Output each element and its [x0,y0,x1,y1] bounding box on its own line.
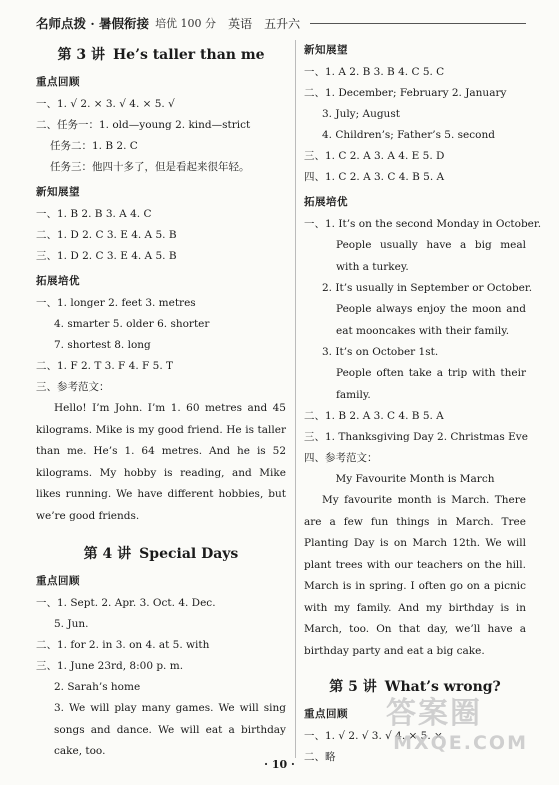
lesson4-extend-5: 三、1. Thanksgiving Day 2. Christmas Eve [304,431,528,443]
lesson4-newknow-1: 一、1. A 2. B 3. B 4. C 5. C [304,66,445,78]
lesson4-newknow-heading: 新知展望 [304,44,348,56]
lesson3-review-heading: 重点回顾 [36,76,80,88]
series-brand: 名师点拨 · 暑假衔接 [36,16,150,31]
lesson4-extend-1a: 一、1. It’s on the second Monday in October. [304,218,542,230]
lesson3-title [36,44,286,64]
lesson4-newknow-2b: 3. July; August [322,108,400,120]
subject-label: 英语 [228,16,253,31]
watermark-url: MXQE.COM [393,732,528,754]
lesson4-review-3: 三、1. June 23rd, 8:00 p. m. [36,660,184,672]
lesson3-newknow-heading: 新知展望 [36,186,80,198]
lesson4-review-3b: 2. Sarah’s home [54,681,141,693]
lesson3-number: 第 3 讲 [57,47,105,63]
lesson5-review-2: 二、略 [304,751,336,763]
lesson5-review-heading: 重点回顾 [304,708,348,720]
lesson3-newknow-2: 二、1. D 2. C 3. E 4. A 5. B [36,229,177,241]
lesson4-number: 第 4 讲 [83,546,132,562]
lesson4-extend-1b: People usually have a big meal with a turkey. [336,239,526,273]
lesson4-newknow-2c: 4. Children’s; Father’s 5. second [322,129,495,141]
lesson3-english-title: He’s taller than me [112,47,265,63]
lesson3-review-2: 二、任务一：1. old—young 2. kind—strict [36,119,251,131]
lesson3-essay-heading: 三、参考范文： [36,381,110,393]
grade-label: 五升六 [264,16,301,31]
lesson3-review-3: 任务二：1. B 2. C [50,140,138,152]
lesson5-english-title: What’s wrong? [384,679,501,695]
lesson3-newknow-1: 一、1. B 2. B 3. A 4. C [36,208,152,220]
lesson4-extend-heading: 拓展培优 [304,196,348,208]
lesson5-review-1: 一、1. √ 2. √ 3. √ 4. × 5. × [304,730,443,742]
lesson4-extend-4: 二、1. B 2. A 3. C 4. B 5. A [304,410,444,422]
lesson4-extend-2b: People always enjoy the moon and eat mooncakes with their family. [336,303,526,337]
column-divider [295,40,296,758]
lesson4-newknow-2: 二、1. December; February 2. January [304,87,507,99]
lesson4-review-heading: 重点回顾 [36,575,80,587]
lesson4-english-title: Special Days [139,546,239,562]
lesson4-essay-text: My favourite month is March. There are a few fun things in March. Tree Planting Day is on March 12th. We will plant trees with our teachers on the hill. March is in spring. I often go on a picnic with my family. And my birthday is in March, too. On that day, we’ll have a birthday party and eat a big cake. [304,494,526,657]
lesson4-review-1b: 5. Jun. [54,618,89,630]
lesson4-newknow-4: 四、1. C 2. A 3. C 4. B 5. A [304,171,445,183]
lesson4-essay-heading: 四、参考范文： [304,452,378,464]
lesson4-review-2: 二、1. for 2. in 3. on 4. at 5. with [36,639,210,651]
lesson5-title [304,676,526,696]
series-subtitle: 培优 100 分 [155,17,217,30]
page-header [36,12,526,34]
lesson4-review-1: 一、1. Sept. 2. Apr. 3. Oct. 4. Dec. [36,597,216,609]
lesson3-review-1: 一、1. √ 2. × 3. √ 4. × 5. √ [36,98,175,110]
lesson4-essay-title: My Favourite Month is March [335,473,495,485]
lesson4-extend-3b: People often take a trip with their family. [336,367,526,401]
lesson4-title [36,543,286,563]
page-number: · 10 · [264,758,295,771]
lesson3-extend-1: 一、1. longer 2. feet 3. metres [36,297,196,309]
lesson3-extend-3: 7. shortest 8. long [54,339,151,351]
lesson3-extend-2: 4. smarter 5. older 6. shorter [54,318,210,330]
lesson3-review-4: 任务三：他四十多了，但是看起来很年轻。 [50,161,250,173]
header-rule [310,23,526,24]
lesson4-newknow-3: 三、1. C 2. A 3. A 4. E 5. D [304,150,445,162]
lesson5-number: 第 5 讲 [329,679,377,695]
lesson3-extend-4: 二、1. F 2. T 3. F 4. F 5. T [36,360,173,372]
watermark-logo-text: 答案圈 [386,696,482,731]
lesson3-essay-text: Hello! I’m John. I’m 1. 60 metres and 45 kilograms. Mike is my good friend. He is taller than me. He’s 1. 64 metres. And he is 52 kilograms. My hobby is reading, and Mike likes running. We have different hobbies, but we’re good friends. [36,402,286,522]
lesson4-extend-2a: 2. It’s usually in September or October. [322,282,533,294]
left-column [36,42,286,763]
lesson4-review-3c: 3. We will play many games. We will sing songs and dance. We will eat a birthday cake, too. [54,702,286,757]
site-watermark [386,696,536,758]
lesson3-newknow-3: 三、1. D 2. C 3. E 4. A 5. B [36,250,177,262]
lesson4-extend-3a: 3. It’s on October 1st. [322,346,439,358]
right-column [304,42,542,768]
lesson3-extend-heading: 拓展培优 [36,275,80,287]
